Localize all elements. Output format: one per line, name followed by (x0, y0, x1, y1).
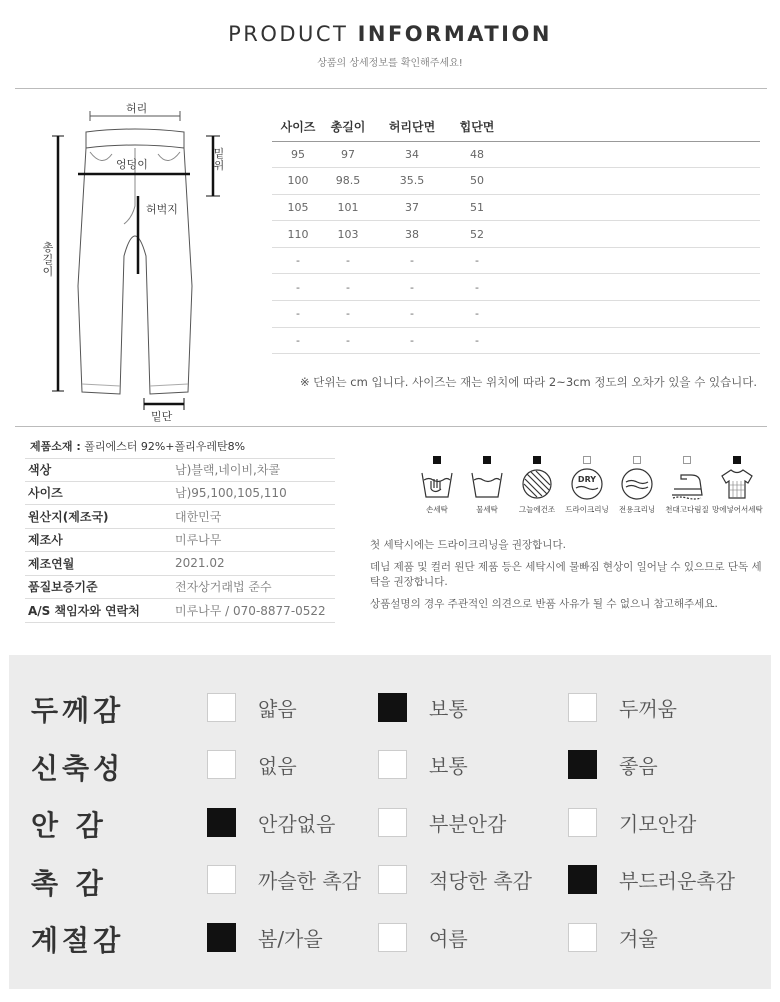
table-row (272, 168, 760, 195)
care-check (483, 456, 491, 464)
hem-label: 밑단 (151, 410, 173, 423)
table-row (272, 301, 760, 328)
table-cell: 97 (324, 141, 372, 168)
spec-row (25, 552, 335, 576)
waist-label: 허리 (126, 102, 148, 115)
table-cell: - (324, 247, 372, 274)
feel-checkbox (568, 693, 597, 722)
care-item-hand-wash (412, 456, 462, 515)
machine-wash-icon (469, 467, 505, 501)
spec-value: 남)블랙,네이비,차콜 (175, 463, 281, 478)
feel-checkbox (207, 750, 236, 779)
table-row (272, 141, 760, 168)
feel-option-label: 두꺼움 (619, 696, 677, 721)
feel-option (378, 863, 532, 897)
care-label: 드라이크리닝 (565, 505, 609, 514)
table-cell: - (372, 301, 452, 328)
feel-option (378, 748, 468, 782)
table-cell: 51 (452, 194, 502, 221)
feel-checkbox (568, 865, 597, 894)
table-row (272, 194, 760, 221)
spec-key: 사이즈 (28, 486, 63, 501)
table-cell: - (452, 247, 502, 274)
care-item-dry-clean (562, 456, 612, 515)
feel-row (9, 687, 771, 727)
feel-option-label: 봄/가을 (258, 926, 323, 951)
feel-option (207, 805, 335, 839)
feel-option-label: 겨울 (619, 926, 658, 951)
feel-checkbox (378, 808, 407, 837)
feel-option-label: 보통 (429, 696, 468, 721)
divider (15, 426, 767, 427)
table-cell: - (324, 301, 372, 328)
spec-key: 제조연월 (28, 556, 75, 571)
hand-wash-icon (419, 467, 455, 501)
care-label: 천대고다림질 (665, 505, 709, 514)
spec-row (25, 458, 335, 482)
feel-option-label: 안감없음 (258, 811, 336, 836)
spec-value: 전자상거래법 준수 (175, 580, 272, 595)
care-label: 물세탁 (476, 505, 498, 514)
feel-checkbox (378, 923, 407, 952)
feel-option-label: 얇음 (258, 696, 297, 721)
feel-row (9, 745, 771, 785)
feel-name: 신축성 (31, 751, 125, 785)
table-cell: - (272, 247, 324, 274)
table-cell: - (452, 301, 502, 328)
table-cell: 101 (324, 194, 372, 221)
size-table-header (272, 113, 760, 141)
care-check (583, 456, 591, 464)
spec-key: A/S 책임자와 연락처 (28, 603, 140, 618)
table-cell: 38 (372, 221, 452, 248)
table-cell: - (452, 274, 502, 301)
table-cell: - (272, 301, 324, 328)
fabric-feel-panel (9, 655, 771, 989)
pants-illustration (20, 96, 250, 426)
feel-option (568, 748, 658, 782)
feel-checkbox (378, 750, 407, 779)
feel-name: 안 감 (31, 809, 107, 842)
care-item-special-clean (612, 456, 662, 515)
feel-option (207, 690, 297, 724)
feel-option-label: 까슬한 촉감 (258, 869, 361, 893)
care-item-laundry-net (712, 456, 762, 515)
table-cell: 110 (272, 221, 324, 248)
table-row (272, 274, 760, 301)
feel-row (9, 917, 771, 957)
table-cell: 103 (324, 221, 372, 248)
spec-key: 품질보증기준 (28, 580, 98, 595)
table-cell: - (372, 274, 452, 301)
care-label: 손세탁 (426, 505, 448, 514)
spec-row (25, 576, 335, 600)
feel-checkbox (378, 865, 407, 894)
size-note: ※ 단위는 cm 입니다. 사이즈는 재는 위치에 따라 2~3cm 정도의 오차가 있을 수 있습니다. (300, 375, 758, 389)
feel-checkbox (378, 693, 407, 722)
care-check (733, 456, 741, 464)
care-label: 전용크리닝 (618, 505, 656, 514)
feel-name: 두께감 (31, 694, 125, 727)
care-note: 상품설명의 경우 주관적인 의견으로 반품 사유가 될 수 없으니 참고해주세요. (370, 598, 718, 610)
feel-checkbox (207, 923, 236, 952)
feel-option (207, 863, 361, 897)
feel-option (568, 805, 696, 839)
size-table (272, 113, 760, 354)
care-check (533, 456, 541, 464)
laundry-net-icon (719, 467, 755, 501)
feel-checkbox (568, 750, 597, 779)
feel-name: 촉 감 (31, 866, 107, 900)
iron-icon (669, 467, 705, 501)
table-row (272, 247, 760, 274)
feel-option-label: 적당한 촉감 (429, 869, 532, 893)
divider (15, 88, 767, 89)
spec-row (25, 529, 335, 553)
table-cell: - (372, 327, 452, 354)
feel-checkbox (207, 693, 236, 722)
feel-checkbox (207, 865, 236, 894)
feel-checkbox (568, 808, 597, 837)
spec-key: 제조사 (28, 533, 63, 548)
table-cell: - (324, 327, 372, 354)
feel-option (207, 748, 297, 782)
feel-option (378, 920, 468, 954)
care-icons (412, 456, 762, 526)
feel-option (568, 920, 658, 954)
page-header (0, 22, 780, 69)
table-cell: 95 (272, 141, 324, 168)
feel-option-label: 좋음 (619, 754, 658, 778)
feel-option (568, 863, 735, 897)
table-cell: - (272, 327, 324, 354)
page-title: PRODUCT INFORMATION (228, 22, 552, 46)
spec-list (25, 458, 335, 623)
care-label: 그늘에건조 (518, 505, 556, 514)
table-cell: 37 (372, 194, 452, 221)
table-cell: - (452, 327, 502, 354)
spec-value: 남)95,100,105,110 (175, 486, 287, 501)
hip-label: 엉덩이 (116, 158, 148, 171)
spec-value: 미루나무 / 070-8877-0522 (175, 603, 326, 618)
length-header: 총길이 (324, 113, 372, 141)
page-subtitle: 상품의 상세정보를 확인해주세요! (317, 58, 463, 69)
hip-header: 힙단면 (452, 113, 502, 141)
table-cell: - (372, 247, 452, 274)
feel-checkbox (207, 808, 236, 837)
feel-row (9, 860, 771, 900)
care-check (433, 456, 441, 464)
spec-row (25, 599, 335, 623)
spec-value: 대한민국 (175, 509, 222, 524)
special-clean-icon (619, 467, 655, 501)
table-cell: 52 (452, 221, 502, 248)
size-header: 사이즈 (272, 113, 324, 141)
spec-key: 원산지(제조국) (28, 509, 109, 524)
dry-clean-icon (569, 467, 605, 501)
care-check (683, 456, 691, 464)
material-info: 제품소재 : 폴리에스터 92%+폴리우레탄8% (30, 440, 246, 453)
feel-checkbox (568, 923, 597, 952)
spec-value: 미루나무 (175, 533, 222, 548)
spec-key: 색상 (28, 463, 52, 478)
feel-option-label: 여름 (429, 926, 468, 951)
table-cell: - (272, 274, 324, 301)
feel-option (378, 690, 468, 724)
table-cell: 48 (452, 141, 502, 168)
table-cell: 98.5 (324, 168, 372, 195)
care-item-machine-wash (462, 456, 512, 515)
care-label: 망에넣어서세탁 (712, 505, 763, 514)
table-cell: 35.5 (372, 168, 452, 195)
pants-diagram (20, 96, 250, 426)
feel-option-label: 부드러운촉감 (619, 869, 735, 893)
feel-option-label: 기모안감 (619, 811, 697, 836)
feel-option-label: 부분안감 (429, 811, 507, 836)
spec-row (25, 505, 335, 529)
care-note: 첫 세탁시에는 드라이크리닝을 권장합니다. (370, 539, 566, 551)
dry-text: DRY (577, 475, 597, 484)
table-row (272, 221, 760, 248)
table-cell: 100 (272, 168, 324, 195)
rise-label: 밑위 (213, 147, 225, 172)
care-check (633, 456, 641, 464)
table-row (272, 327, 760, 354)
shade-dry-icon (519, 467, 555, 501)
length-label: 총길이 (42, 241, 54, 278)
feel-name: 계절감 (31, 924, 125, 957)
table-cell: - (324, 274, 372, 301)
feel-option-label: 없음 (258, 754, 297, 778)
table-cell: 105 (272, 194, 324, 221)
feel-option (207, 920, 323, 954)
feel-row (9, 802, 771, 842)
table-cell: 34 (372, 141, 452, 168)
feel-option-label: 보통 (429, 754, 468, 778)
feel-option (568, 690, 677, 724)
care-notes (370, 538, 765, 619)
care-item-shade-dry (512, 456, 562, 515)
care-item-iron (662, 456, 712, 515)
thigh-label: 허벅지 (146, 203, 178, 216)
spec-row (25, 482, 335, 506)
table-cell: 50 (452, 168, 502, 195)
waist-header: 허리단면 (372, 113, 452, 141)
spec-value: 2021.02 (175, 556, 225, 571)
feel-option (378, 805, 506, 839)
care-note: 데님 제품 및 컬러 원단 제품 등은 세탁시에 물빠짐 현상이 일어날 수 있으므로 단독 세탁을 권장합니다. (370, 561, 762, 588)
